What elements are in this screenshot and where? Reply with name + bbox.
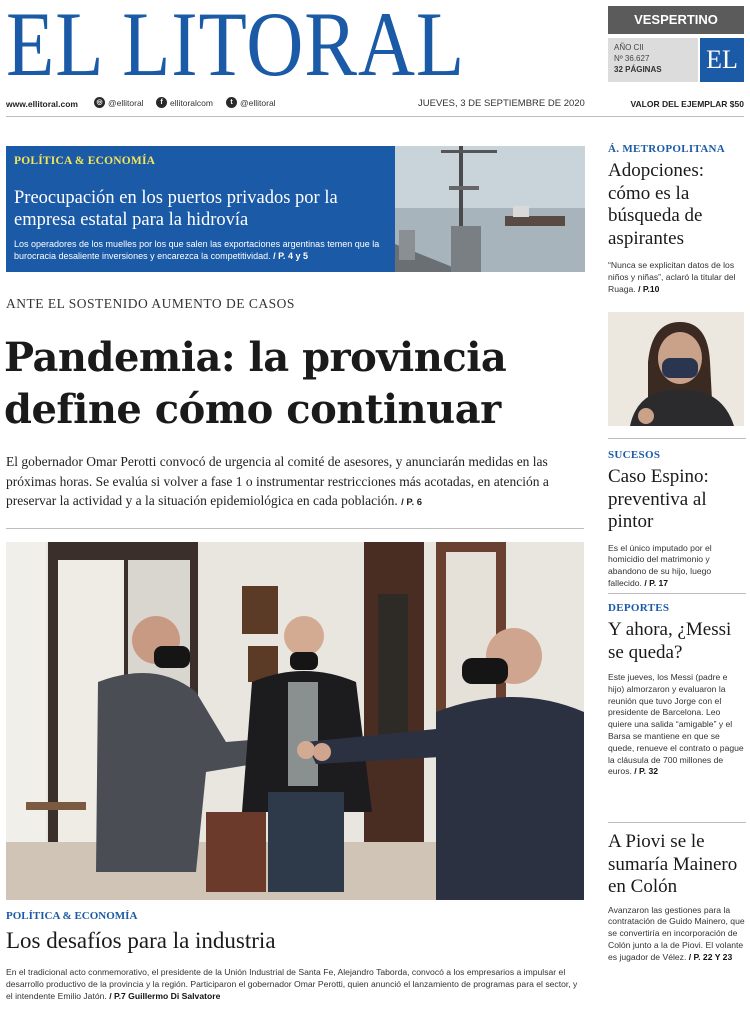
twitter-icon: t [226,97,237,108]
masthead [6,0,598,92]
info-bar [6,96,746,112]
twitter-handle: @ellitoral [240,97,276,108]
main-headline[interactable] [4,332,594,436]
sidebar-page-ref: / P. 17 [644,577,669,588]
facebook-icon: f [156,97,167,108]
sidebar-headline: Adopciones: cómo es la búsqueda de aspirantes [608,160,705,249]
instagram-link[interactable] [94,97,144,108]
sidebar-story[interactable] [608,449,746,590]
main-headline-line: Pandemia: la provincia [4,334,507,381]
sidebar-page-ref: / P. 32 [634,766,659,777]
website-link[interactable]: www.ellitoral.com [6,99,78,109]
byline: Guillermo Di Salvatore [128,991,221,1001]
divider [608,822,746,823]
bottom-page-ref: / P.7 [109,991,126,1001]
sidebar-story[interactable] [608,602,746,778]
divider [608,593,746,594]
divider [608,438,746,439]
sidebar-section: Á. METROPOLITANA [608,143,726,155]
issue-year: AÑO CII [614,43,644,52]
newspaper-title: EL LITORAL [6,0,466,92]
instagram-handle: @ellitoral [108,97,144,108]
facebook-link[interactable] [156,97,213,108]
twitter-link[interactable] [226,97,276,108]
main-lead: El gobernador Omar Perotti convocó de urgencia al comité de asesores, y anunciarán medidas en las próximas horas. Se evalúa si volver a fase 1 o instrumentar restricciones más acotadas, en atención a preservar la actividad y a la situación epidemiológica en cada población. / P. 6 [6,454,549,508]
sidebar-section: DEPORTES [608,602,670,614]
issue-pages: 32 PÁGINAS [614,65,662,74]
sidebar-story[interactable] [608,831,746,963]
sidebar-section: SUCESOS [608,449,661,461]
sidebar-page-ref: / P.10 [638,283,660,294]
edition-badge: VESPERTINO [608,6,744,34]
bottom-summary: En el tradicional acto conmemorativo, el presidente de la Unión Industrial de Santa Fe, Alejandro Taborda, convocó a los empresarios a impulsar el desarrollo productivo de la provincia y la región. Participaron el gobernador Omar Perotti, quien anunció el lanzamiento de programas para el sector, y el intendente Emilio Jatón. / P.7 Guillermo Di Salvatore [6,967,578,1001]
issue-date: JUEVES, 3 DE SEPTIEMBRE DE 2020 [418,98,585,109]
bottom-headline[interactable]: Los desafíos para la industria [6,928,276,953]
sidebar-summary: Este jueves, los Messi (padre e hijo) almorzaron y evaluaron la reunión que tuvo Jorge con el presidente de Barcelona. Leo quiere una salida “amigable” y el Barsa se mantiene en que se quede, renueve el contrato o pague la cláusula de 700 millones de euros. / P. 32 [608,672,744,777]
sidebar-story[interactable] [608,143,746,295]
port-photo [395,146,585,272]
facebook-handle: ellitoralcom [170,97,213,108]
divider [6,528,584,529]
divider [6,116,744,117]
sidebar-headline: A Piovi se le sumaría Mainero en Colón [608,831,738,897]
sidebar-summary: Es el único imputado por el homicidio del matrimonio y abandono de su hijo, luego fallecido. / P. 17 [608,542,712,588]
banner-summary: Los operadores de los muelles por los que salen las exportaciones argentinas temen que la burocracia desaliente inversiones y encarezca la competitividad. / P. 4 y 5 [14,239,380,261]
el-logo: EL [700,38,744,82]
main-page-ref: / P. 6 [401,497,423,508]
banner-page-ref: / P. 4 y 5 [273,251,309,261]
sidebar-headline: Y ahora, ¿Messi se queda? [608,619,732,663]
main-kicker: ANTE EL SOSTENIDO AUMENTO DE CASOS [6,296,295,311]
instagram-icon: ◎ [94,97,105,108]
sidebar-headline: Caso Espino: preventiva al pintor [608,466,709,532]
issue-number: Nº 36.627 [614,54,650,63]
sidebar-summary: Avanzaron las gestiones para la contratación de Guido Mainero, que se convertiría en incorporación de Colón junto a la de Piovi. El volante es jugador de Vélez. / P. 22 Y 23 [608,904,745,962]
issue-info [608,38,698,82]
banner-section: POLÍTICA & ECONOMÍA [14,155,156,167]
sidebar-page-ref: / P. 22 Y 23 [688,951,733,962]
official-portrait [608,312,744,426]
officials-photo [6,542,584,900]
bottom-section: POLÍTICA & ECONOMÍA [6,910,138,922]
main-headline-line: define cómo continuar [4,386,501,433]
sidebar-summary: “Nunca se explicitan datos de los niños y niñas”, aclaró la titular del Ruaga. / P.10 [608,260,736,294]
banner-headline: Preocupación en los puertos privados por la empresa estatal para la hidrovía [14,188,338,230]
issue-price: VALOR DEL EJEMPLAR $50 [630,99,744,109]
banner-story[interactable] [6,146,395,272]
